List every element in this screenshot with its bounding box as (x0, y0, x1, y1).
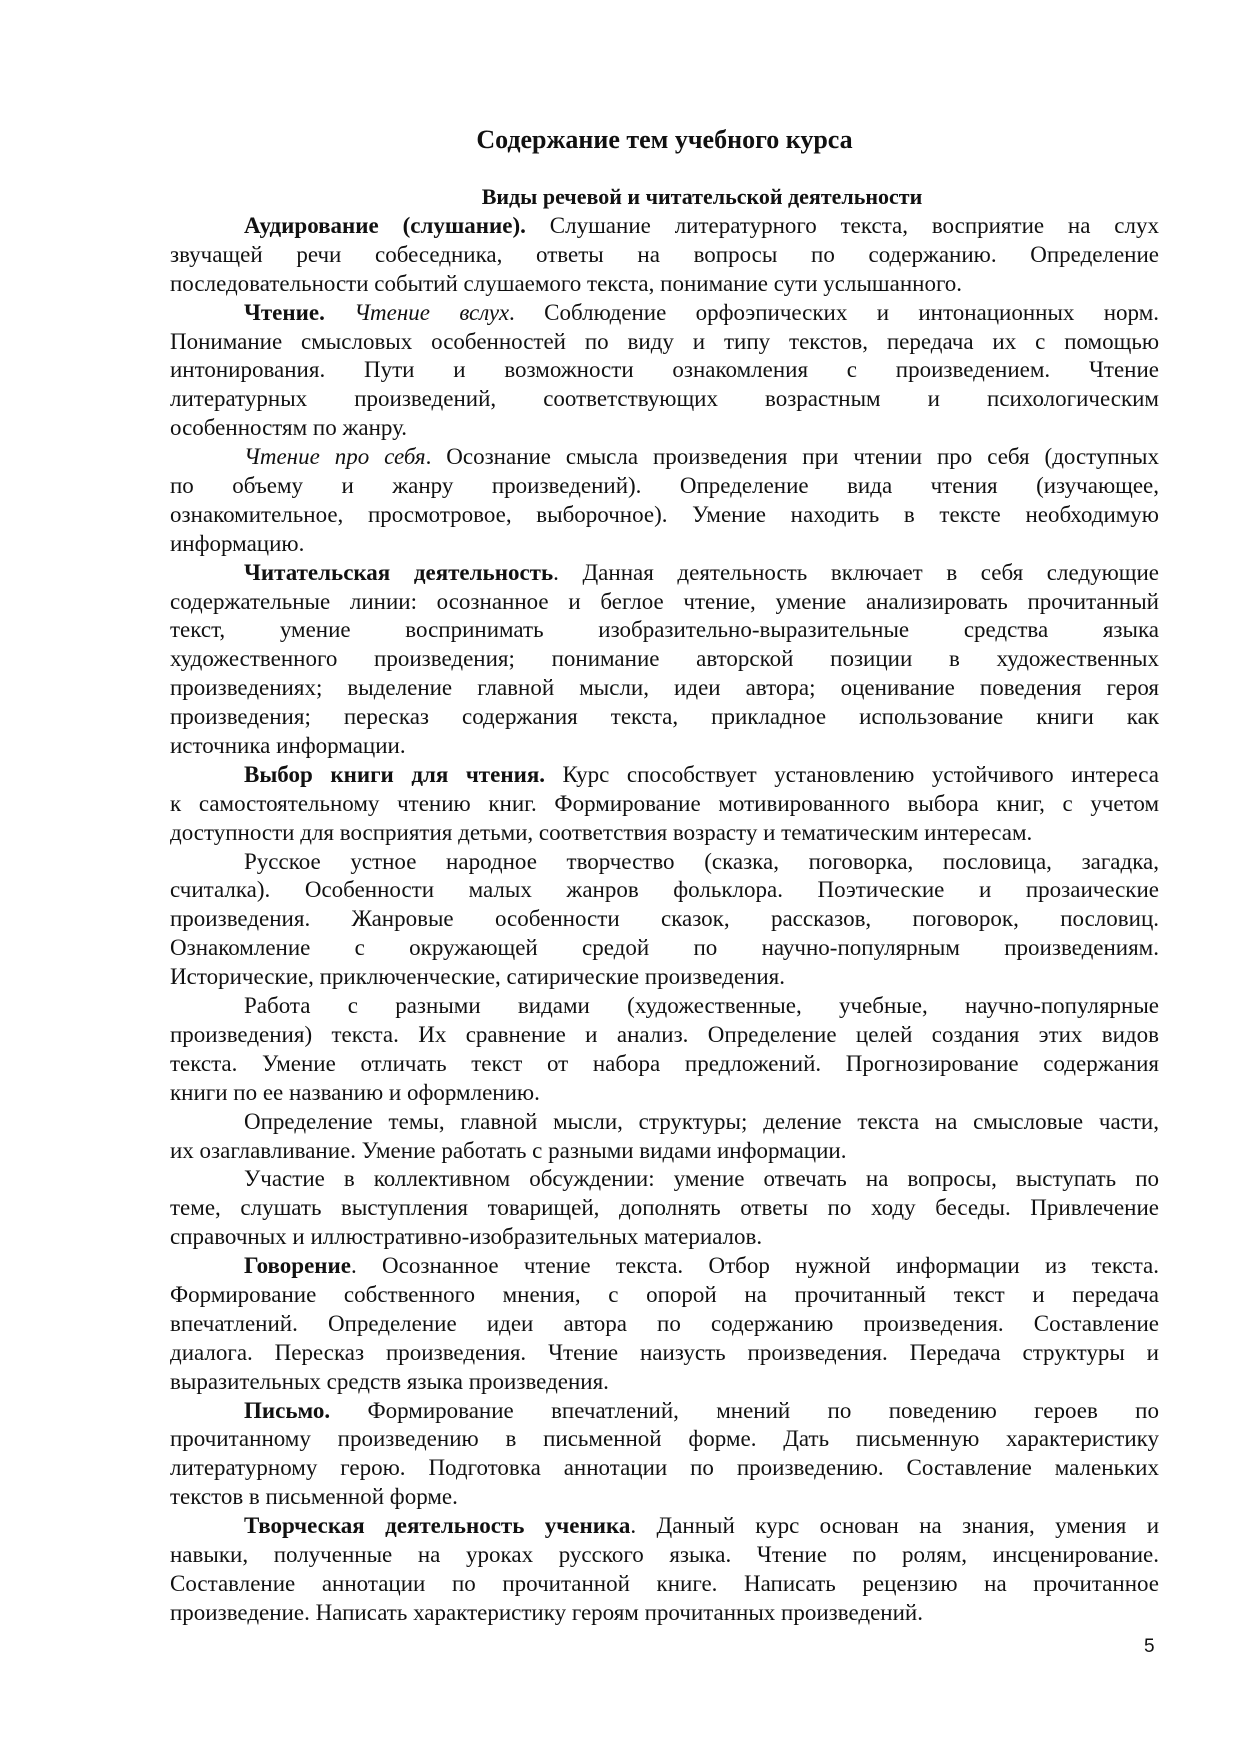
bold-heading-text: Письмо. (244, 1397, 331, 1423)
paragraph (170, 1252, 1159, 1396)
body-text: диалога. Пересказ произведения. Чтение наизусть произведения. Передача структуры и (170, 1339, 1159, 1365)
body-text: прочитанному произведению в письменной форме. Дать письменную характеристику (170, 1426, 1159, 1452)
body-text: Формирование впечатлений, мнений по поведению героев по (330, 1397, 1159, 1423)
text-line (170, 790, 1159, 819)
text-line (170, 1454, 1159, 1483)
text-line (170, 299, 1159, 328)
italic-text: Чтение вслух (354, 299, 510, 325)
body-text: считалка). Особенности малых жанров фольклора. Поэтические и прозаические (170, 877, 1159, 903)
body-text: теме, слушать выступления товарищей, дополнять ответы по ходу беседы. Привлечение (170, 1195, 1159, 1221)
text-line (170, 588, 1159, 617)
italic-text: Чтение про себя (244, 444, 426, 470)
body-text: . Данный курс основан на знания, умения и (630, 1513, 1159, 1539)
body-text: . Данная деятельность включает в себя следующие (553, 559, 1159, 585)
text-line (170, 848, 1159, 877)
text-line (170, 1281, 1159, 1310)
paragraph (170, 299, 1159, 443)
body-text: . Осознанное чтение текста. Отбор нужной информации из текста. (351, 1253, 1159, 1279)
body-text: произведения) текста. Их сравнение и анализ. Определение целей создания этих видов (170, 1021, 1159, 1047)
text-line (170, 530, 1159, 559)
body-text: Курс способствует установлению устойчивого интереса (545, 761, 1159, 787)
body-text (325, 300, 354, 325)
bold-heading-text: Говорение (244, 1253, 352, 1279)
text-line (170, 1108, 1159, 1137)
text-line (170, 645, 1159, 674)
text-line (170, 1021, 1159, 1050)
body-text: произведение. Написать характеристику героям прочитанных произведений. (170, 1599, 923, 1625)
body-text: к самостоятельному чтению книг. Формирование мотивированного выбора книг, с учетом (170, 790, 1159, 816)
paragraph (170, 1165, 1159, 1252)
body-text: Ознакомление с окружающей средой по научно-популярным произведениям. (170, 935, 1159, 961)
text-line (170, 1050, 1159, 1079)
body-text: справочных и иллюстративно-изобразительных материалов. (170, 1224, 763, 1250)
paragraph (170, 1108, 1159, 1166)
body-text: впечатлений. Определение идеи автора по содержанию произведения. Составление (170, 1310, 1159, 1336)
page-number: 5 (1144, 1636, 1155, 1657)
text-line (170, 1599, 1159, 1628)
body-text: навыки, полученные на уроках русского языка. Чтение по ролям, инсценирование. (170, 1541, 1159, 1567)
section-heading: Виды речевой и читательской деятельности (481, 184, 923, 209)
text-line (170, 934, 1159, 963)
body-text: доступности для восприятия детьми, соответствия возрасту и тематическим интересам. (170, 819, 1033, 845)
body-text: художественного произведения; понимание авторской позиции в художественных (170, 646, 1159, 672)
text-line (170, 616, 1159, 645)
text-line (170, 356, 1159, 385)
body-text: произведениях; выделение главной мысли, идеи автора; оценивание поведения героя (170, 675, 1159, 701)
text-line (170, 1541, 1159, 1570)
body-text: литературных произведений, соответствующих возрастным и психологическим (170, 386, 1159, 412)
body-text: по объему и жанру произведений). Определение вида чтения (изучающее, (170, 473, 1159, 499)
text-line (170, 1512, 1159, 1541)
text-line (170, 1252, 1159, 1281)
paragraph (170, 1512, 1159, 1628)
text-line (170, 559, 1159, 588)
body-text: . Соблюдение орфоэпических и интонационных норм. (509, 299, 1160, 325)
text-line (170, 1570, 1159, 1599)
paragraph (170, 443, 1159, 559)
text-line (170, 992, 1159, 1021)
body-text: последовательности событий слушаемого текста, понимание сути услышанного. (170, 270, 963, 296)
paragraph (170, 848, 1159, 992)
paragraph (170, 761, 1159, 848)
text-line (170, 1339, 1159, 1368)
body-text: Понимание смысловых особенностей по виду и типу текстов, передача их с помощью (170, 328, 1159, 354)
text-line (170, 1483, 1159, 1512)
body-text: Определение темы, главной мысли, структуры; деление текста на смысловые части, (244, 1108, 1159, 1134)
body-text: Составление аннотации по прочитанной книге. Написать рецензию на прочитанное (170, 1570, 1159, 1596)
body-text: Исторические, приключенческие, сатирические произведения. (170, 964, 785, 990)
body-text: Участие в коллективном обсуждении: умение отвечать на вопросы, выступать по (244, 1166, 1159, 1192)
text-line (170, 472, 1159, 501)
text-line (170, 501, 1159, 530)
text-line (170, 819, 1159, 848)
text-line (170, 1165, 1159, 1194)
bold-heading-text: Творческая деятельность ученика (244, 1513, 631, 1539)
body-text: книги по ее названию и оформлению. (170, 1079, 540, 1105)
text-line (170, 1425, 1159, 1454)
body-text: . Осознание смысла произведения при чтении про себя (доступных (425, 444, 1160, 470)
body-text: информацию. (170, 530, 305, 556)
text-line (170, 241, 1159, 270)
paragraph (170, 1397, 1159, 1513)
text-line (170, 1137, 1159, 1166)
text-line (170, 703, 1159, 732)
body-text: содержательные линии: осознанное и беглое чтение, умение анализировать прочитанный (170, 588, 1159, 614)
body-text: ознакомительное, просмотровое, выборочное). Умение находить в тексте необходимую (170, 501, 1159, 527)
body-text: Формирование собственного мнения, с опорой на прочитанный текст и передача (170, 1281, 1159, 1307)
text-line (170, 1310, 1159, 1339)
text-line (170, 443, 1159, 472)
body-text: их озаглавливание. Умение работать с разными видами информации. (170, 1137, 847, 1163)
paragraph (170, 212, 1159, 299)
paragraph (170, 992, 1159, 1108)
bold-heading-text: Чтение. (244, 299, 325, 325)
text-line (170, 732, 1159, 761)
body-text: литературному герою. Подготовка аннотации по произведению. Составление маленьких (170, 1455, 1159, 1481)
body-text: произведения; пересказ содержания текста, прикладное использование книги как (170, 704, 1159, 730)
text-line (170, 212, 1159, 241)
text-line (170, 761, 1159, 790)
body-text: звучащей речи собеседника, ответы на вопросы по содержанию. Определение (170, 241, 1159, 267)
page-title: Содержание тем учебного курса (476, 125, 853, 154)
body-text: Работа с разными видами (художественные, учебные, научно-популярные (244, 993, 1159, 1019)
body-text: текст, умение воспринимать изобразительно-выразительные средства языка (170, 617, 1159, 643)
text-line (170, 963, 1159, 992)
text-line (170, 1079, 1159, 1108)
body-text: Слушание литературного текста, восприятие на слух (525, 213, 1159, 238)
document-body (170, 212, 1159, 1628)
bold-heading-text: Выбор книги для чтения. (244, 761, 546, 787)
body-text: интонирования. Пути и возможности ознакомления с произведением. Чтение (170, 357, 1159, 383)
bold-heading-text: Аудирование (слушание). (244, 213, 526, 238)
text-line (170, 1397, 1159, 1426)
text-line (170, 1194, 1159, 1223)
body-text: Русское устное народное творчество (сказка, поговорка, пословица, загадка, (244, 848, 1159, 874)
body-text: текстов в письменной форме. (170, 1484, 458, 1510)
text-line (170, 328, 1159, 357)
text-line (170, 414, 1159, 443)
bold-heading-text: Читательская деятельность (244, 559, 554, 585)
text-line (170, 270, 1159, 299)
paragraph (170, 559, 1159, 761)
text-line (170, 385, 1159, 414)
body-text: особенностям по жанру. (170, 415, 408, 441)
text-line (170, 1368, 1159, 1397)
text-line (170, 674, 1159, 703)
body-text: текста. Умение отличать текст от набора предложений. Прогнозирование содержания (170, 1050, 1159, 1076)
text-line (170, 1223, 1159, 1252)
text-line (170, 905, 1159, 934)
body-text: произведения. Жанровые особенности сказок, рассказов, поговорок, пословиц. (170, 906, 1159, 932)
body-text: источника информации. (170, 733, 406, 759)
body-text: выразительных средств языка произведения. (170, 1368, 609, 1394)
text-line (170, 876, 1159, 905)
